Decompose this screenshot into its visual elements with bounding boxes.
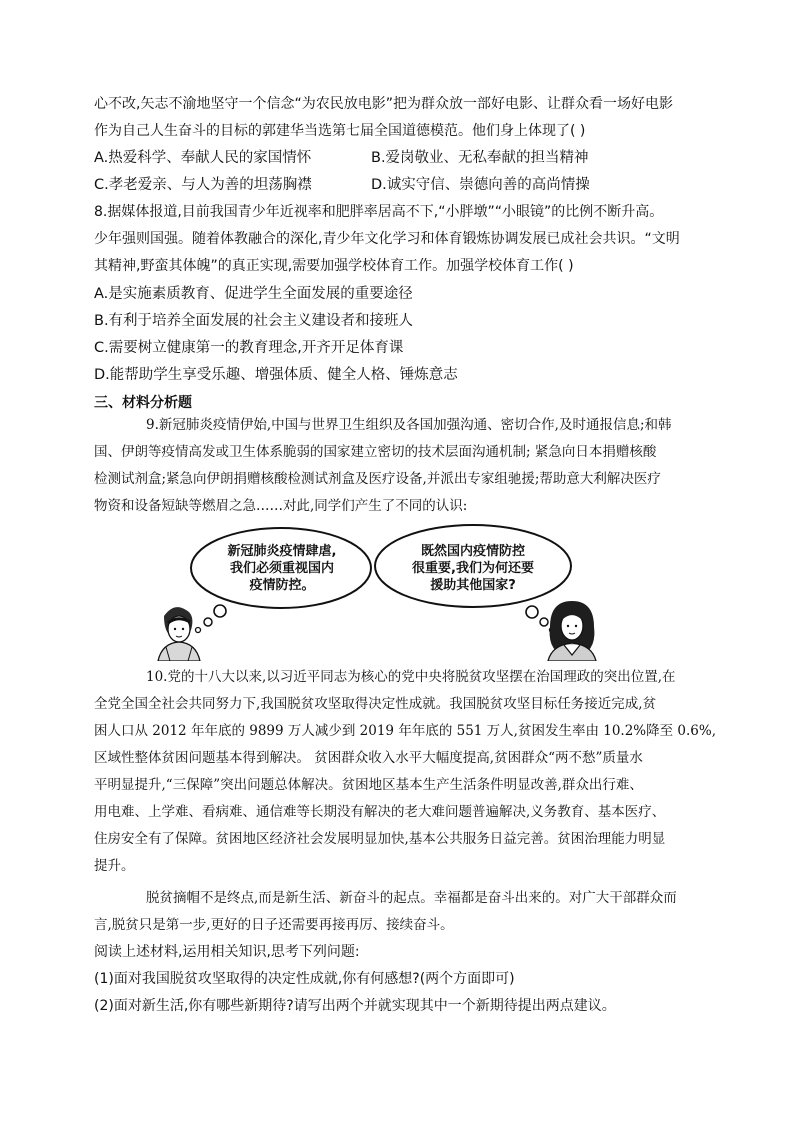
q8-stem-line-2: 少年强则国强。随着体教融合的深化,青少年文化学习和体育锻炼协调发展已成社会共识。“文明 [94, 231, 680, 247]
q8-stem-line-3: 其精神,野蛮其体魄”的真正实现,需要加强学校体育工作。加强学校体育工作( ) [94, 258, 574, 274]
cartoon-illustration [152, 523, 626, 661]
q9-stem-line-3: 检测试剂盒;紧急向伊朗捐赠核酸检测试剂盒及医疗设备,并派出专家组驰援;帮助意大利解决医疗 [94, 471, 661, 487]
q10-instruction: 阅读上述材料,运用相关知识,思考下列问题: [94, 944, 360, 960]
boy-figure [158, 607, 200, 661]
bubble-right-line-2: 很重要,我们为何还要 [412, 561, 534, 576]
q10-para1-line-3: 困人口从 2012 年年底的 9899 万人减少到 2019 年年底的 551 万人,贫困发生率由 10.2%降至 0.6%, [94, 723, 717, 739]
q10-para1-line-2: 全党全国全社会共同努力下,我国脱贫攻坚取得决定性成就。我国脱贫攻坚目标任务接近完成,贫 [94, 696, 657, 712]
q10-subquestion-1: (1)面对我国脱贫攻坚取得的决定性成就,你有何感想?(两个方面即可) [94, 971, 515, 987]
bubble-left-line-1: 新冠肺炎疫情肆虐, [227, 544, 337, 559]
q10-subquestion-2: (2)面对新生活,你有哪些新期待?请写出两个并就实现其中一个新期待提出两点建议。 [94, 998, 616, 1014]
q10-para1-line-1: 10.党的十八大以来,以习近平同志为核心的党中央将脱贫攻坚摆在治国理政的突出位置,在 [146, 669, 676, 685]
q9-stem-line-2: 国、伊朗等疫情高发或卫生体系脆弱的国家建立密切的技术层面沟通机制; 紧急向日本捐赠核酸 [94, 444, 657, 460]
q10-para1-line-8: 提升。 [94, 858, 135, 874]
section-heading: 三、材料分析题 [94, 395, 192, 411]
bubble-right-line-1: 既然国内疫情防控 [420, 544, 525, 559]
q7-option-d: D.诚实守信、崇德向善的高尚情操 [371, 177, 590, 193]
q7-option-b: B.爱岗敬业、无私奉献的担当精神 [371, 150, 589, 166]
q10-para1-line-7: 住房安全有了保障。贫困地区经济社会发展明显加快,基本公共服务日益完善。贫困治理能力明显 [94, 831, 666, 847]
bubble-right-line-3: 援助其他国家? [430, 578, 516, 593]
q10-para1-line-4: 区域性整体贫困问题基本得到解决。 贫困群众收入水平大幅度提高,贫困群众“两不愁”质量水 [94, 750, 643, 766]
q8-stem-line-1: 8.据媒体报道,目前我国青少年近视率和肥胖率居高不下,“小胖墩”“小眼镜”的比例不断升高。 [94, 204, 664, 220]
q7-stem-line-1: 心不改,矢志不渝地坚守一个信念“为农民放电影”把为群众放一部好电影、让群众看一场好电影 [94, 96, 673, 112]
bubble-right-text [386, 543, 560, 594]
q9-stem-line-1: 9.新冠肺炎疫情伊始,中国与世界卫生组织及各国加强沟通、密切合作,及时通报信息;和韩 [146, 417, 672, 433]
q10-para2-line-2: 言,脱贫只是第一步,更好的日子还需要再接再厉、接续奋斗。 [94, 917, 454, 933]
q7-option-a: A.热爱科学、奉献人民的家国情怀 [94, 150, 312, 166]
q7-option-c: C.孝老爱亲、与人为善的坦荡胸襟 [94, 177, 312, 193]
bubble-left-line-2: 我们必须重视国内 [229, 561, 334, 576]
q9-stem-line-4: 物资和设备短缺等燃眉之急……对此,同学们产生了不同的认识: [94, 498, 468, 514]
q8-option-d: D.能帮助学生享受乐趣、增强体质、健全人格、锤炼意志 [94, 367, 458, 383]
q10-para1-line-5: 平明显提升,“三保障”突出问题总体解决。贫困地区基本生产生活条件明显改善,群众出行难、 [94, 777, 643, 793]
q8-option-c: C.需要树立健康第一的教育理念,开齐开足体育课 [94, 340, 404, 356]
q8-option-a: A.是实施素质教育、促进学生全面发展的重要途径 [94, 286, 413, 302]
q10-para1-line-6: 用电难、上学难、看病难、通信难等长期没有解决的老大难问题普遍解决,义务教育、基本医疗、 [94, 804, 666, 820]
q8-option-b: B.有利于培养全面发展的社会主义建设者和接班人 [94, 313, 414, 329]
q10-para2-line-1: 脱贫摘帽不是终点,而是新生活、新奋斗的起点。幸福都是奋斗出来的。对广大干部群众而 [146, 890, 677, 906]
bubble-left-text [204, 543, 360, 594]
girl-figure [548, 601, 596, 661]
bubble-left-line-3: 疫情防控。 [249, 578, 315, 593]
q7-stem-line-2: 作为自己人生奋斗的目标的郭建华当选第七届全国道德模范。他们身上体现了( ) [94, 123, 586, 139]
